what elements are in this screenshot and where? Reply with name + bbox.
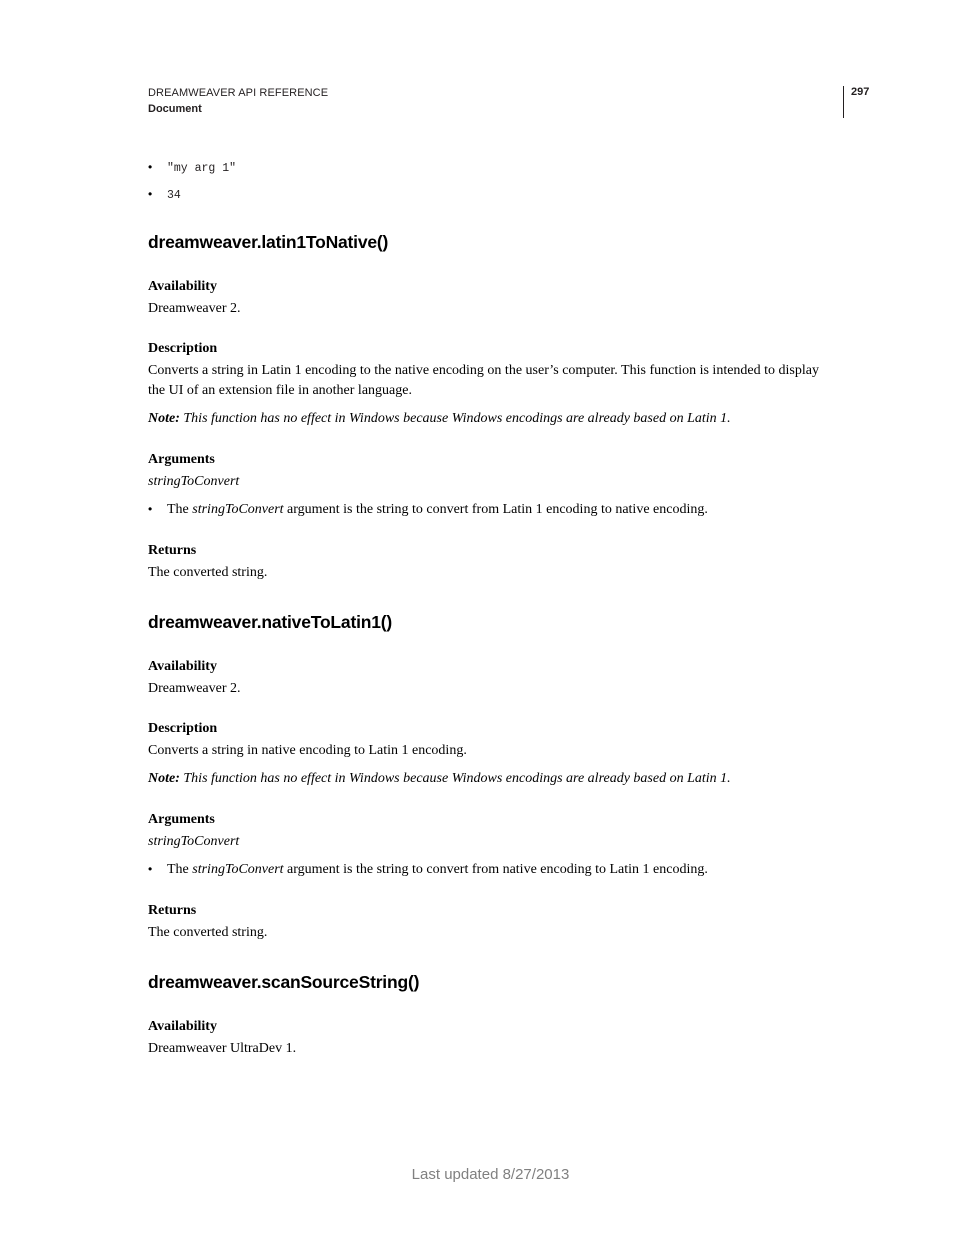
availability-text: Dreamweaver 2.	[148, 301, 241, 316]
returns-heading: Returns	[148, 543, 197, 558]
running-header-section: Document	[148, 103, 202, 115]
bullet-icon: •	[148, 502, 153, 516]
section-title: dreamweaver.latin1ToNative()	[148, 232, 389, 252]
section-title: dreamweaver.scanSourceString()	[148, 972, 420, 992]
arguments-heading: Arguments	[148, 812, 215, 827]
running-header-title: DREAMWEAVER API REFERENCE	[148, 87, 329, 99]
returns-text: The converted string.	[148, 925, 268, 940]
description-text: Converts a string in Latin 1 encoding to the native encoding on the user’s computer. This function is intended to display the UI of an extension file in another language.	[148, 363, 819, 398]
availability-text: Dreamweaver UltraDev 1.	[148, 1041, 297, 1056]
bullet-icon: •	[148, 187, 153, 201]
note-label: Note:	[148, 411, 180, 426]
bullet-icon: •	[148, 862, 153, 876]
last-updated-footer: Last updated 8/27/2013	[411, 1166, 570, 1183]
code-value: 34	[167, 189, 181, 202]
argument-term: stringToConvert	[192, 862, 284, 877]
argument-term: stringToConvert	[192, 502, 284, 517]
argument-name: stringToConvert	[148, 834, 240, 849]
list-item	[148, 862, 708, 878]
description-heading: Description	[148, 341, 218, 356]
list-item	[148, 502, 708, 518]
header-divider	[843, 86, 844, 118]
bullet-icon: •	[148, 160, 153, 174]
note-label: Note:	[148, 771, 180, 786]
argument-pre: The	[167, 862, 189, 877]
section-title: dreamweaver.nativeToLatin1()	[148, 612, 393, 632]
page-number: 297	[851, 86, 870, 98]
note-text: This function has no effect in Windows because Windows encodings are already based on Latin 1.	[183, 411, 731, 426]
description-heading: Description	[148, 721, 218, 736]
note	[148, 771, 731, 787]
argument-description: argument is the string to convert from Latin 1 encoding to native encoding.	[287, 502, 708, 517]
note-text: This function has no effect in Windows because Windows encodings are already based on Latin 1.	[183, 771, 731, 786]
arguments-heading: Arguments	[148, 452, 215, 467]
argument-pre: The	[167, 502, 189, 517]
code-value: "my arg 1"	[167, 162, 237, 175]
argument-description: argument is the string to convert from native encoding to Latin 1 encoding.	[287, 862, 708, 877]
argument-name: stringToConvert	[148, 474, 240, 489]
returns-heading: Returns	[148, 903, 197, 918]
list-item	[148, 187, 181, 203]
note	[148, 411, 731, 427]
description-text: Converts a string in native encoding to Latin 1 encoding.	[148, 743, 467, 758]
list-item	[148, 160, 236, 176]
availability-heading: Availability	[148, 659, 217, 674]
returns-text: The converted string.	[148, 565, 268, 580]
availability-heading: Availability	[148, 279, 217, 294]
availability-text: Dreamweaver 2.	[148, 681, 241, 696]
availability-heading: Availability	[148, 1019, 217, 1034]
